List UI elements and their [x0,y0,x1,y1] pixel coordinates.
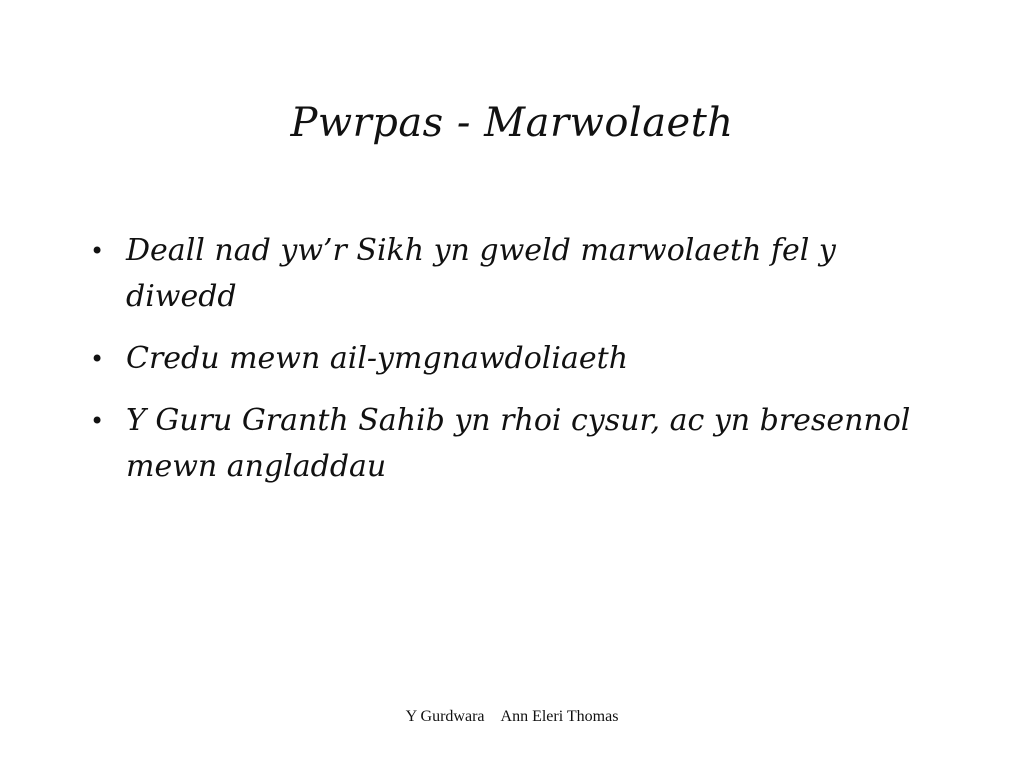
bullet-item [88,336,948,382]
footer-topic: Y Gurdwara [405,708,485,725]
slide-title: Pwrpas - Marwolaeth [290,100,734,146]
bullet-list [88,228,948,506]
bullet-dot-icon: • [90,407,105,435]
bullet-item [88,398,948,490]
bullet-text: Credu mewn ail-ymgnawdoliaeth [126,341,629,376]
bullet-item [88,228,948,320]
footer-author: Ann Eleri Thomas [500,708,619,725]
bullet-dot-icon: • [90,345,105,373]
slide-footer [0,708,1024,726]
bullet-text: Deall nad yw’r Sikh yn gweld marwolaeth fel y diwedd [126,233,836,314]
bullet-dot-icon: • [90,237,105,265]
bullet-text: Y Guru Granth Sahib yn rhoi cysur, ac yn bresennol mewn angladdau [126,403,911,484]
